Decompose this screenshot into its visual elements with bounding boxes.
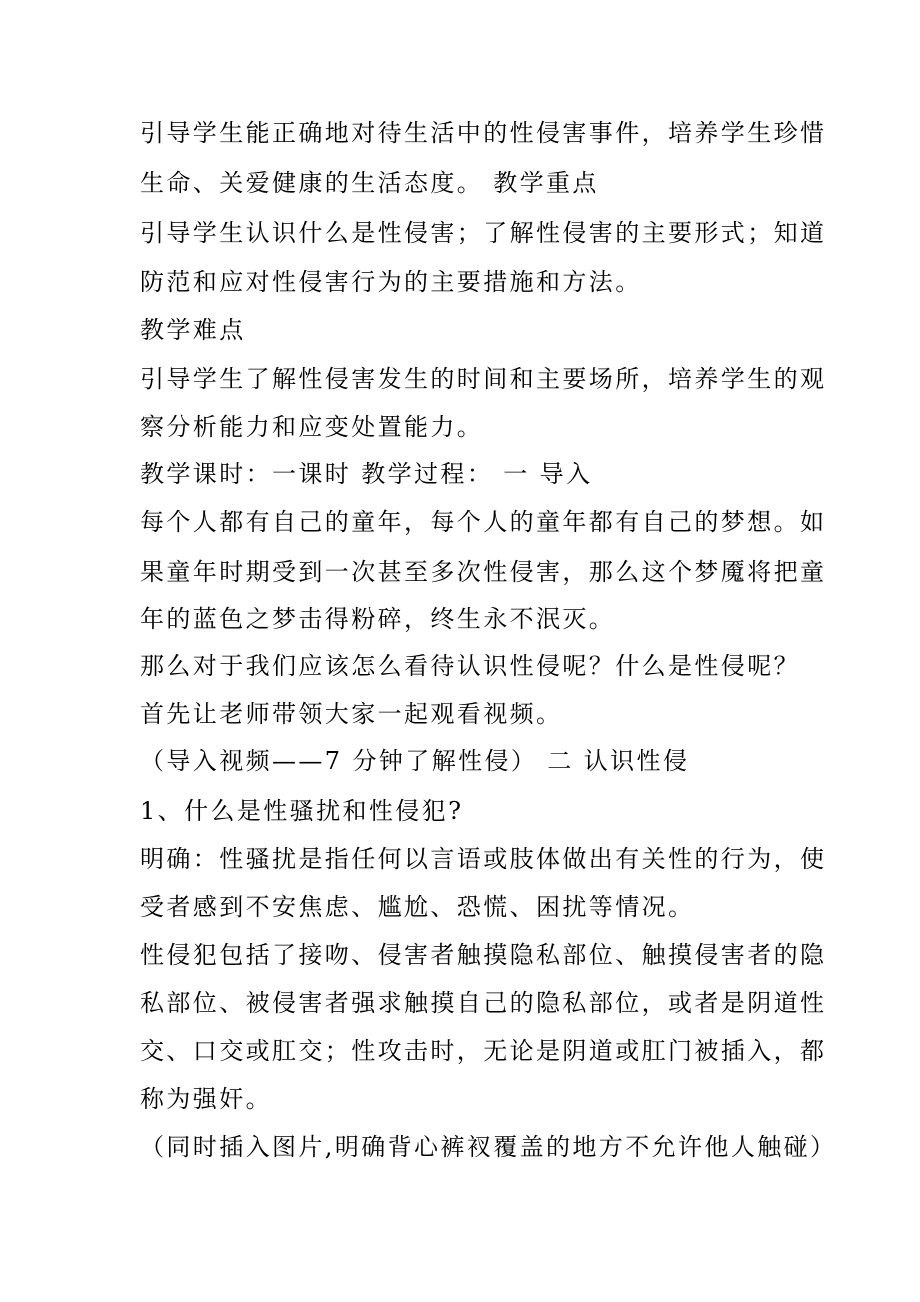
text-line: 称为强奸。 [140,1085,272,1113]
text-line: 引导学生了解性侵害发生的时间和主要场所，培养学生的观 [140,365,827,393]
text-line: 首先让老师带领大家一起观看视频。 [140,700,563,728]
text-line: （同时插入图片,明确背心裤衩覆盖的地方不允许他人触碰） [140,1133,837,1161]
section-heading: 教学难点 [140,316,246,344]
text-line: 每个人都有自己的童年，每个人的童年都有自己的梦想。如 [140,508,827,536]
text-line: 交、口交或肛交；性攻击时，无论是阴道或肛门被插入，都 [140,1037,827,1065]
text-line: 防范和应对性侵害行为的主要措施和方法。 [140,268,642,296]
text-line: 察分析能力和应变处置能力。 [140,413,484,441]
text-line: 受者感到不安焦虑、尴尬、恐慌、困扰等情况。 [140,893,695,921]
text-line: 1、什么是性骚扰和性侵犯? [140,797,464,825]
text-line: 年的蓝色之梦击得粉碎，终生永不泯灭。 [140,605,616,633]
text-line: 引导学生能正确地对待生活中的性侵害事件，培养学生珍惜 [140,119,827,147]
text-line: （导入视频——7 分钟了解性侵） 二 认识性侵 [140,747,690,775]
text-line: 生命、关爱健康的生活态度。 教学重点 [140,169,599,197]
text-line: 那么对于我们应该怎么看待认识性侵呢？什么是性侵呢？ [140,652,800,680]
text-line: 教学课时：一课时 教学过程： 一 导入 [140,460,593,488]
text-line: 性侵犯包括了接吻、侵害者触摸隐私部位、触摸侵害者的隐 [140,941,827,969]
text-line: 明确：性骚扰是指任何以言语或肢体做出有关性的行为，使 [140,845,827,873]
text-line: 私部位、被侵害者强求触摸自己的隐私部位，或者是阴道性 [140,989,827,1017]
text-line: 引导学生认识什么是性侵害；了解性侵害的主要形式；知道 [140,219,827,247]
text-line: 果童年时期受到一次甚至多次性侵害，那么这个梦魇将把童 [140,558,827,586]
